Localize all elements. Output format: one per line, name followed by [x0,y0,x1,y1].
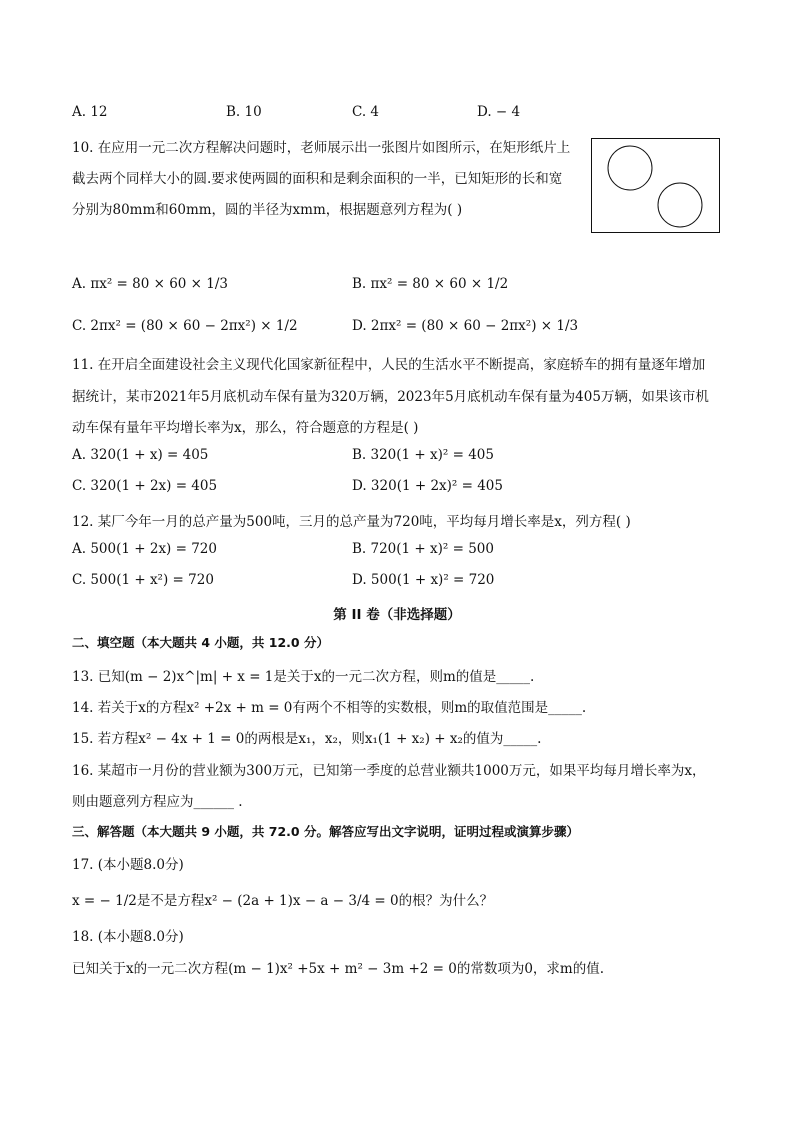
q11-option-b: B. 320(1 + x)² = 405 [352,447,494,463]
q12-option-b: B. 720(1 + x)² = 500 [352,541,494,557]
q10-line-3: 分别为80mm和60mm，圆的半径为xmm，根据题意列方程为( ) [72,202,463,218]
q10-option-b: B. πx² = 80 × 60 × 1/2 [352,276,509,292]
q16-line-1: 16. 某超市一月份的营业额为300万元，已知第一季度的总营业额共1000万元，如果平均每月增长率为x， [72,763,706,779]
q11-line-3: 动车保有量年平均增长率为x，那么，符合题意的方程是( ) [72,420,419,436]
q18-heading: 18. (本小题8.0分) [72,929,184,945]
part-2-title: 第 II 卷（非选择题） [333,607,461,623]
q11-option-d: D. 320(1 + 2x)² = 405 [352,478,503,494]
rectangle-two-circles-figure [591,138,721,234]
q15-text: 15. 若方程x² − 4x + 1 = 0的两根是x₁，x₂，则x₁(1 + x₂) + x₂的值为_____. [72,731,542,747]
q16-line-2: 则由题意列方程应为______ . [72,794,243,810]
q9-option-a: A. 12 [72,104,108,120]
q14-text: 14. 若关于x的方程x² +2x + m = 0有两个不相等的实数根，则m的取值范围是_____. [72,700,587,716]
q9-option-d: D. − 4 [477,104,521,120]
section-fill-in-header: 二、填空题（本大题共 4 小题，共 12.0 分） [72,635,329,650]
q18-body: 已知关于x的一元二次方程(m − 1)x² +5x + m² − 3m +2 = 0的常数项为0，求m的值. [72,961,605,977]
q10-option-d: D. 2πx² = (80 × 60 − 2πx²) × 1/3 [352,318,579,334]
q10-option-c: C. 2πx² = (80 × 60 − 2πx²) × 1/2 [72,318,298,334]
q11-option-c: C. 320(1 + 2x) = 405 [72,478,218,494]
q9-option-b: B. 10 [226,104,262,120]
q17-heading: 17. (本小题8.0分) [72,857,184,873]
q13-text: 13. 已知(m − 2)x^|m| + x = 1是关于x的一元二次方程，则m的值是_____. [72,669,535,685]
q12-option-d: D. 500(1 + x)² = 720 [352,572,495,588]
q12-option-a: A. 500(1 + 2x) = 720 [72,541,217,557]
q9-option-c: C. 4 [352,104,380,120]
q11-line-1: 11. 在开启全面建设社会主义现代化国家新征程中，人民的生活水平不断提高，家庭轿车的拥有量逐年增加 [72,357,706,373]
q11-option-a: A. 320(1 + x) = 405 [72,447,209,463]
q12-option-c: C. 500(1 + x²) = 720 [72,572,214,588]
section-solve-header: 三、解答题（本大题共 9 小题，共 72.0 分。解答应写出文字说明，证明过程或演算步骤） [72,824,579,839]
q10-line-1: 10. 在应用一元二次方程解决问题时，老师展示出一张图片如图所示，在矩形纸片上 [72,140,571,156]
q17-body: x = − 1/2是不是方程x² − (2a + 1)x − a − 3/4 = 0的根？为什么？ [72,893,494,909]
q10-option-a: A. πx² = 80 × 60 × 1/3 [72,276,228,292]
q11-line-2: 据统计，某市2021年5月底机动车保有量为320万辆，2023年5月底机动车保有量为405万辆，如果该市机 [72,389,709,405]
q10-line-2: 截去两个同样大小的圆.要求使两圆的面积和是剩余面积的一半，已知矩形的长和宽 [72,171,563,187]
q12-line-1: 12. 某厂今年一月的总产量为500吨，三月的总产量为720吨，平均每月增长率是x，列方程( ) [72,514,631,530]
